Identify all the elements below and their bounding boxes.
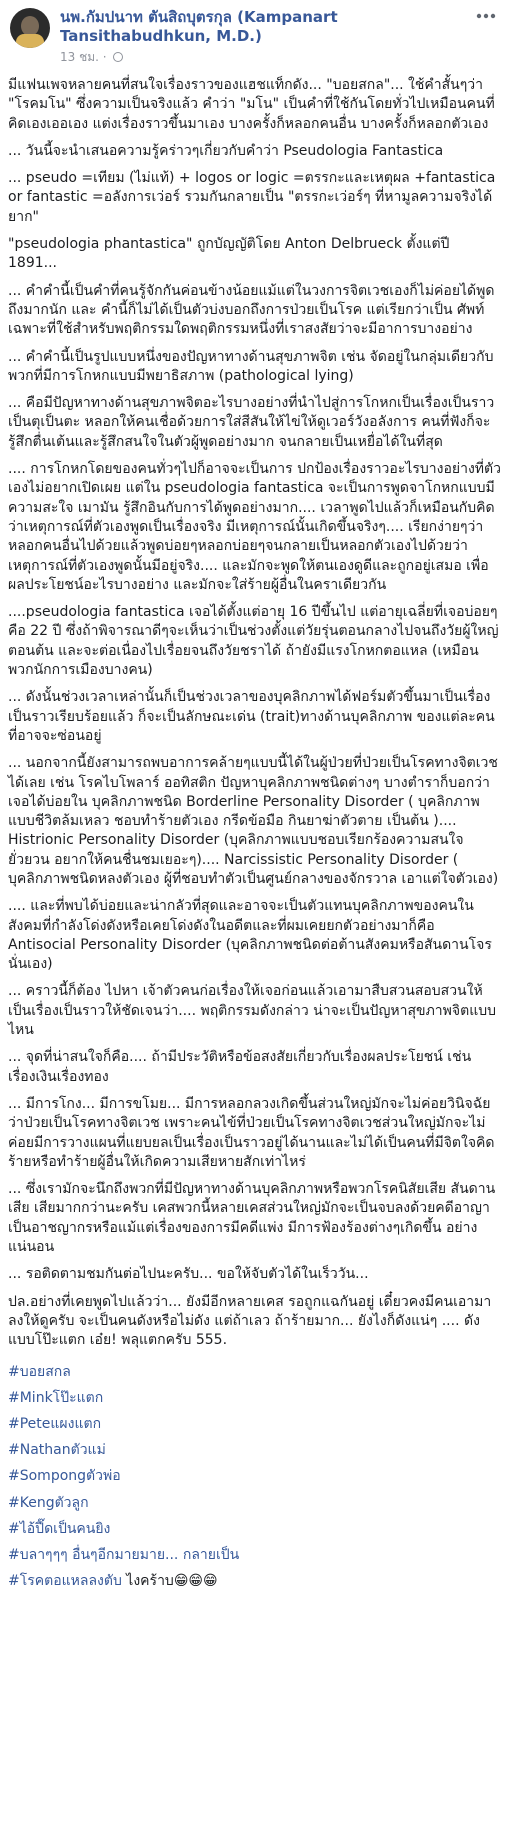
more-dots-icon[interactable] — [474, 6, 498, 26]
hashtag-link[interactable]: #Minkโป๊ะแตก — [8, 1389, 104, 1406]
post-header — [0, 0, 509, 74]
post-paragraph: ... ซึ่งเรามักจะนึกถึงพวกที่มีปัญหาทางด้านบุคลิกภาพหรือพวกโรคนิสัยเสีย สันดานเสีย เสียมากกว่านะครับ เคสพวกนี้หลายเคสส่วนใหญ่มักจะเป็นจบลงด้วยคดีอาญา เป็นอาชญากรหรือแม้แต่เรื่องของการมีคดีแพ่ง มีการฟ้องร้องต่างๆเกิดขึ้น อย่างแน่นอน — [8, 1181, 496, 1256]
post-paragraph: ... รอติดตามชมกันต่อไปนะครับ... ขอให้จับตัวได้ในเร็ววัน... — [8, 1266, 369, 1283]
hashtag-suffix: ไงคร้าบ😁😁😁 — [121, 1573, 218, 1590]
hashtag-link[interactable]: #Kengตัวลูก — [8, 1494, 89, 1511]
hashtag-link[interactable]: #Peteแผงแตก — [8, 1415, 102, 1432]
hashtag-link[interactable]: #ไอ้ปี๊ดเป็นคนยิง — [8, 1520, 111, 1537]
post-paragraph: ... ดังนั้นช่วงเวลาเหล่านั้นก็เป็นช่วงเวลาของบุคลิกภาพได้ฟอร์มตัวขึ้นมาเป็นเรื่องเป็นราวเรียบร้อยแล้ว ก็จะเป็นลักษณะเด่น (trait)ทางด้านบุคลิกภาพ ของแต่ละคนที่อาจจะซ่อนอยู่ — [8, 689, 495, 744]
post-paragraph: มีแฟนเพจหลายคนที่สนใจเรื่องราวของแฮชแท็กดัง... "บอยสกล"... ใช้คำสั้นๆว่า "โรคมโน" ซึ่งความเป็นจริงแล้ว คำว่า "มโน" เป็นคำที่ใช้กันโดยทั่วไปเหมือนคนที่ คิดเองเออเอง แต่งเรื่องราวขึ้นมาเอง บางครั้งก็หลอกคนอื่น บางครั้งก็หลอกตัวเอง — [8, 77, 495, 132]
hashtag-link[interactable]: #บอยสกล — [8, 1363, 71, 1380]
post-paragraph: ... คำคำนี้เป็นคำที่คนรู้จักกันค่อนข้างน้อยแม้แต่ในวงการจิตเวชเองก็ไม่ค่อยได้พูดถึงมากนัก และ คำนี้ก็ไม่ได้เป็นตัวบ่งบอกถึงการป่วยเป็นโรค แต่เรียกว่าเป็น ศัพท์เฉพาะที่ใช้สำหรับพฤติกรรมใดพฤติกรรมหนึ่งที่เราสงสัยว่าจะมีอาการบางอย่าง — [8, 282, 495, 338]
author-name-link[interactable]: นพ.กัมปนาท ตันสิถบุตรกุล (Kampanart Tansithabudhkun, M.D.) — [60, 8, 338, 45]
post-timestamp[interactable] — [60, 48, 123, 67]
post-paragraph: ปล.อย่างที่เคยพูดไปแล้วว่า... ยังมีอีกหลายเคส รอถูกแฉกันอยู่ เดี๋ยวคงมีคนเอามาลงให้ดูครับ จะเป็นคนดังหรือไม่ดัง แต่ถ้าเลว ถ้าร้ายมาก... ยังไงก็ดังแน่ๆ .... ดังแบบโป๊ะแตก เอ๋ย! พลุแตกครับ 555. — [8, 1293, 492, 1349]
hashtag-link[interactable]: #บลาๆๆๆ อื่นๆอีกมายมาย... กลายเป็น — [8, 1546, 240, 1563]
post-paragraph: ... จุดที่น่าสนใจก็คือ.... ถ้ามีประวัติหรือข้อสงสัยเกี่ยวกับเรื่องผลประโยชน์ เช่น เรื่องเงินเรื่องทอง — [8, 1049, 472, 1085]
post-paragraph: ... คือมีปัญหาทางด้านสุขภาพจิตอะไรบางอย่างที่นำไปสู่การโกหกเป็นเรื่องเป็นราว เป็นตุเป็นตะ หลอกให้คนเชื่อด้วยการใส่สีสันให้ไข่ให้ดูเวอร์วังอลังการ คนที่ฟังก็จะรู้สึกตื่นเต้นและรู้สึกสนใจในตัวผู้พูดอย่างมาก จนกลายเป็นเหยื่อได้ในที่สุด — [8, 395, 495, 450]
post-paragraph: ....pseudologia fantastica เจอได้ตั้งแต่อายุ 16 ปีขึ้นไป แต่อายุเฉลี่ยที่เจอบ่อยๆ คือ 22 ปี ซึ่งถ้าพิจารณาดีๆจะเห็นว่าเป็นช่วงตั้งแต่วัยรุ่นตอนกลางไปจนถึงวัยผู้ใหญ่ตอนต้น และจะต่อเนื่องไปเรื่อยจนถึงวัยชราได้ ถ้ายังมีแรงโกหกตอแหล (เหมือนพวกนักการเมืองบางคน) — [8, 604, 499, 679]
separator-dot: · — [102, 50, 111, 64]
globe-icon — [113, 52, 123, 62]
post-paragraph: ... นอกจากนี้ยังสามารถพบอาการคล้ายๆแบบนี้ได้ในผู้ป่วยที่ป่วยเป็นโรคทางจิตเวชได้เลย เช่น โรคไบโพลาร์ ออทิสติก ปัญหาบุคลิกภาพชนิดต่างๆ บางตำราก็บอกว่าเจอได้บ่อยใน บุคลิกภาพชนิด Borderline Personality Disorder ( บุคลิกภาพแบบชีวิตล้มเหลว ชอบทำร้ายตัวเอง กรีดข้อมือ กินยาฆ่าตัวตาย เป็นต้น ).... Histrionic Personality Disorder (บุคลิกภาพแบบชอบเรียกร้องความสนใจ ยั่วยวน อยากให้คนชื่นชมเยอะๆ).... Narcissistic Personality Disorder ( บุคลิกภาพชนิดหลงตัวเอง ผู้ที่ชอบทำตัวเป็นศูนย์กลางของจักรวาล เอาแต่ใจตัวเอง) — [8, 755, 499, 887]
hashtag-link[interactable]: #Sompongตัวพ่อ — [8, 1468, 121, 1485]
post-paragraph: ... วันนี้จะนำเสนอความรู้คร่าวๆเกี่ยวกับคำว่า Pseudologia Fantastica — [8, 142, 444, 159]
author-avatar[interactable] — [10, 8, 50, 48]
hashtag-line — [8, 1568, 502, 1594]
post-body — [8, 76, 502, 1594]
timestamp-text: 13 ชม. — [60, 50, 99, 64]
post-paragraph: .... การโกหกโดยของคนทั่วๆไปก็อาจจะเป็นการ ปกป้องเรื่องราวอะไรบางอย่างที่ตัวเองไม่อยากเปิดเผย แต่ใน pseudologia fantastica จะเป็นการพูดจาโกหกแบบมีความสะใจ เมามัน รู้สึกอินกับการได้พูดอย่างมาก.... เวลาพูดไปแล้วก็เหมือนกับคิดว่าเหตุการณ์ที่ตัวเองพูดเป็นเรื่องจริง มีเหตุการณ์นั้นเกิดขึ้นจริงๆ.... เรียกง่ายๆว่าหลอกคนอื่นไปด้วยแล้วพูดบ่อยๆหลอกบ่อยๆจนกลายเป็นหลอกตัวเองไปด้วยว่าเหตุการณ์ที่ตัวเองพูดนั้นมีอยู่จริง.... และมักจะพูดให้ตนเองดูดีและถูกอยู่เสมอ เพื่อผลประโยชน์อะไรบางอย่าง และมักจะใส่ร้ายผู้อื่นในคราเดียวกัน — [8, 461, 501, 593]
avatar-face — [21, 16, 39, 36]
hashtag-link[interactable]: #โรคตอแหลลงตับ — [8, 1573, 122, 1590]
post-paragraph: ... pseudo =เทียม (ไม่แท้) + logos or logic =ตรรกะและเหตุผล +fantastica or fantastic =อลังการเว่อร์ รวมกันกลายเป็น "ตรรกะเว่อร์ๆ ที่หามูลความจริงได้ยาก" — [8, 170, 496, 225]
avatar-uniform — [16, 34, 44, 48]
post-paragraph: ... มีการโกง... มีการขโมย... มีการหลอกลวงเกิดขึ้นส่วนใหญ่มักจะไม่ค่อยวินิจฉัย ว่าป่วยเป็นโรคทางจิตเวช เพราะคนไข้ที่ป่วยเป็นโรคทางจิตเวชส่วนใหญ่มักจะไม่ค่อยมีการวางแผนที่แยบยลเป็นเรื่องเป็นราวอยู่ได้นานและไม่ได้เป็นคนที่มีจิตใจคิดร้ายหรือทำร้ายผู้อื่นให้เกิดความเสียหายสักเท่าไหร่ — [8, 1095, 495, 1170]
post-paragraph: "pseudologia phantastica" ถูกบัญญัติโดย Anton Delbrueck ตั้งแต่ปี 1891... — [8, 236, 450, 272]
post-paragraph: ... คำคำนี้เป็นรูปแบบหนึ่งของปัญหาทางด้านสุขภาพจิต เช่น จัดอยู่ในกลุ่มเดียวกับพวกที่มีการโกหกแบบมีพยาธิสภาพ (pathological lying) — [8, 348, 494, 384]
hashtag-list — [8, 1359, 502, 1595]
post-paragraph: ... คราวนี้ก็ต้อง ไปหา เจ้าตัวคนก่อเรื่องให้เจอก่อนแล้วเอามาสืบสวนสอบสวนให้เป็นเรื่องเป็นราวให้ชัดเจนว่า.... พฤติกรรมดังกล่าว น่าจะเป็นปัญหาสุขภาพจิตแบบไหน — [8, 983, 496, 1039]
post-paragraph: .... และที่พบได้บ่อยและน่ากลัวที่สุดและอาจจะเป็นตัวแทนบุคลิกภาพของคนในสังคมที่กำลังโด่งดังหรือเคยโด่งดังในอดีตและที่ผมเคยยกตัวอย่างมาก็คือ Antisocial Personality Disorder (บุคลิกภาพชนิดต่อต้านสังคมหรือสันดานโจรนั่นเอง) — [8, 898, 492, 973]
hashtag-link[interactable]: #Nathanตัวแม่ — [8, 1442, 106, 1459]
